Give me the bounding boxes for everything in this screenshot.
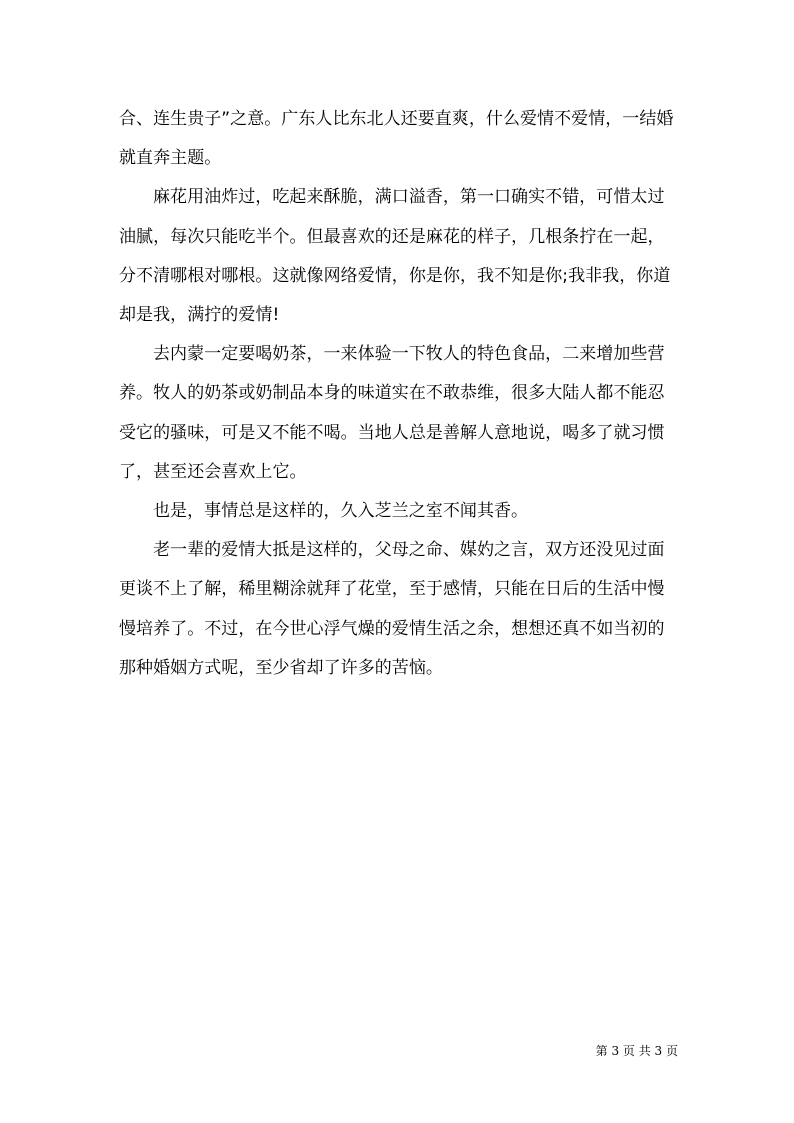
paragraph: 老一辈的爱情大抵是这样的，父母之命、媒妁之言，双方还没见过面更谈不上了解，稀里糊涂就拜了花堂，至于感情，只能在日后的生活中慢慢培养了。不过，在今世心浮气燥的爱情生活之余，想想还真不如当初的那种婚姻方式呢，至少省却了许多的苦恼。 [119, 540, 665, 678]
paragraph: 麻花用油炸过，吃起来酥脆，满口溢香，第一口确实不错，可惜太过油腻，每次只能吃半个。但最喜欢的还是麻花的样子，几根条拧在一起，分不清哪根对哪根。这就像网络爱情，你是你，我不知是你;我非我，你道却是我，满拧的爱情! [119, 187, 671, 326]
document-body [119, 100, 679, 688]
paragraph: 也是，事情总是这样的，久入芝兰之室不闻其香。 [153, 501, 529, 522]
paragraph: 去内蒙一定要喝奶茶，一来体验一下牧人的特色食品，二来增加些营养。牧人的奶茶或奶制品本身的味道实在不敢恭维，很多大陆人都不能忍受它的骚味，可是又不能不喝。当地人总是善解人意地说，喝多了就习惯了，甚至还会喜欢上它。 [119, 344, 665, 482]
page-number: 第 3 页 共 3 页 [595, 1044, 678, 1058]
paragraph: 合、连生贵子”之意。广东人比东北人还要直爽，什么爱情不爱情，一结婚就直奔主题。 [119, 109, 674, 169]
